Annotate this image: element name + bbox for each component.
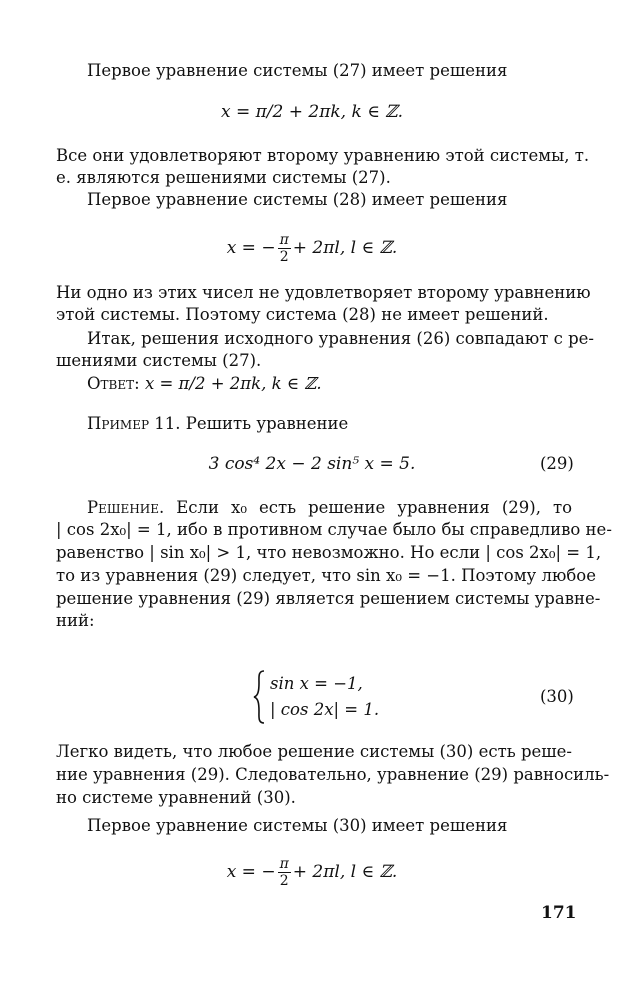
text-line: Ни одно из этих чисел не удовлетворяет второму уравнению bbox=[56, 283, 591, 302]
text-line: то из уравнения (29) следует, что sin x₀ = −1. Поэтому любое bbox=[56, 566, 596, 585]
formula-1: x = π/2 + 2πk, k ∈ ℤ. bbox=[220, 102, 403, 122]
page-number: 171 bbox=[541, 903, 577, 923]
text-line: ний: bbox=[56, 611, 95, 630]
fraction bbox=[278, 232, 291, 265]
text-line: е. являются решениями системы (27). bbox=[56, 168, 391, 187]
text-line: Первое уравнение системы (28) имеет решения bbox=[87, 190, 508, 209]
answer-label: Ответ: bbox=[87, 374, 140, 393]
text-line: Первое уравнение системы (30) имеет решения bbox=[87, 816, 508, 835]
text-line: равенство | sin x₀| > 1, что невозможно. Но если | cos 2x₀| = 1, bbox=[56, 543, 602, 562]
equation-number: (30) bbox=[540, 687, 574, 706]
solution-label: Решение. bbox=[87, 498, 165, 517]
solution-text: Если x₀ есть решение уравнения (29), то bbox=[176, 498, 573, 517]
solution-line bbox=[87, 497, 572, 519]
brace-icon bbox=[252, 669, 266, 725]
text-line: ние уравнения (29). Следовательно, уравнение (29) равносиль- bbox=[56, 765, 610, 784]
formula-3: 3 cos⁴ 2x − 2 sin⁵ x = 5. bbox=[208, 454, 416, 474]
equation-system bbox=[252, 669, 392, 725]
example-label: Пример 11. bbox=[87, 414, 181, 433]
text-line: Первое уравнение системы (27) имеет решения bbox=[87, 61, 508, 80]
text-line: Все они удовлетворяют второму уравнению этой системы, т. bbox=[56, 146, 590, 165]
formula-4-left: x = − bbox=[226, 862, 276, 882]
text-line: решение уравнения (29) является решением системы уравне- bbox=[56, 589, 601, 608]
equation-number: (29) bbox=[540, 454, 574, 473]
example-task: Решить уравнение bbox=[185, 414, 349, 433]
formula-2 bbox=[0, 232, 624, 265]
example-heading bbox=[87, 413, 572, 435]
text-line: шениями системы (27). bbox=[56, 351, 262, 370]
formula-4 bbox=[0, 856, 624, 889]
formula-4-right: + 2πl, l ∈ ℤ. bbox=[292, 862, 398, 882]
answer-value: x = π/2 + 2πk, k ∈ ℤ. bbox=[144, 374, 322, 393]
answer-line bbox=[87, 373, 572, 395]
fraction-numerator: π bbox=[279, 232, 289, 248]
fraction-denominator: 2 bbox=[279, 873, 289, 889]
text-line: но системе уравнений (30). bbox=[56, 788, 296, 807]
system-equation-2: | cos 2x| = 1. bbox=[270, 700, 380, 719]
fraction-numerator: π bbox=[279, 856, 289, 872]
fraction bbox=[278, 856, 291, 889]
formula-2-right: + 2πl, l ∈ ℤ. bbox=[292, 238, 398, 258]
system-equation-1: sin x = −1, bbox=[270, 674, 363, 693]
text-line: Итак, решения исходного уравнения (26) совпадают с ре- bbox=[87, 329, 594, 348]
text-line: Легко видеть, что любое решение системы (30) есть реше- bbox=[56, 742, 572, 761]
formula-2-left: x = − bbox=[226, 238, 276, 258]
text-line: этой системы. Поэтому система (28) не имеет решений. bbox=[56, 305, 549, 324]
text-line: | cos 2x₀| = 1, ибо в противном случае было бы справедливо не- bbox=[56, 520, 612, 539]
fraction-denominator: 2 bbox=[279, 249, 289, 265]
